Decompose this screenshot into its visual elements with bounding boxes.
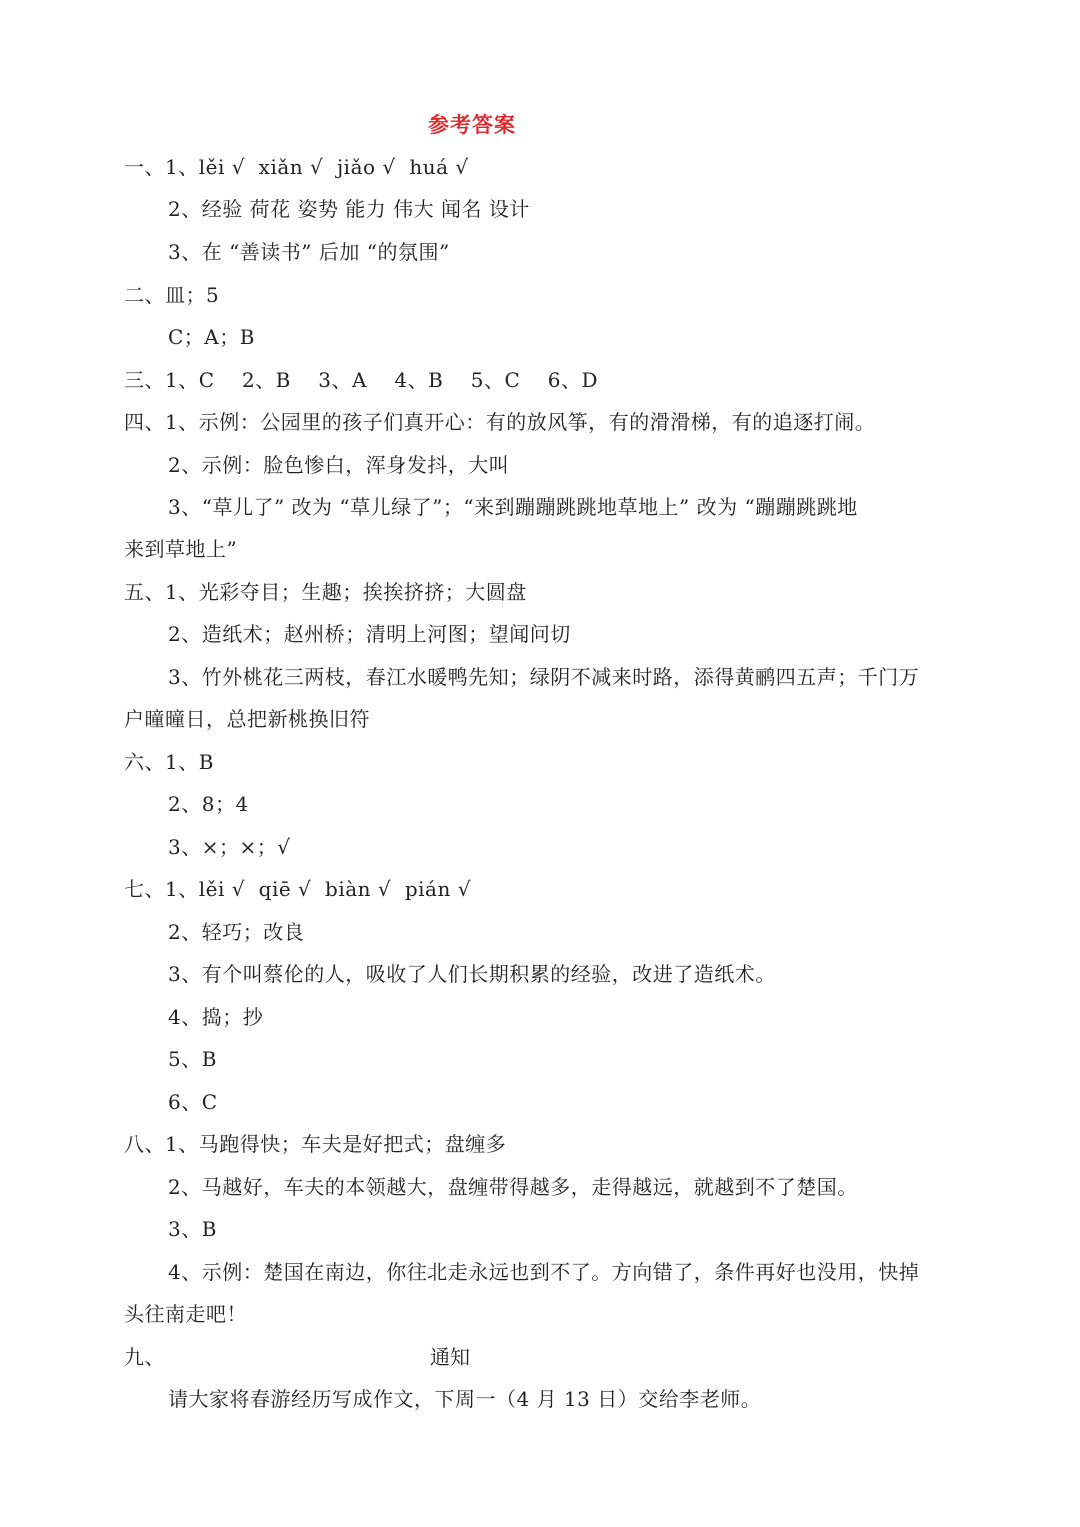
answer-line: 3、竹外桃花三两枝，春江水暖鸭先知；绿阴不减来时路，添得黄鹂四五声；千门万 bbox=[168, 665, 920, 689]
answer-line: 3、有个叫蔡伦的人，吸收了人们长期积累的经验，改进了造纸术。 bbox=[168, 962, 776, 986]
answer-line: 六、1、B bbox=[124, 750, 214, 774]
answer-line: 2、经验 荷花 姿势 能力 伟大 闻名 设计 bbox=[168, 197, 530, 221]
answer-line: 五、1、光彩夺目；生趣；挨挨挤挤；大圆盘 bbox=[124, 580, 527, 604]
answer-line: 3、在 “善读书” 后加 “的氛围” bbox=[168, 240, 450, 264]
answer-line: 2、示例：脸色惨白，浑身发抖，大叫 bbox=[168, 453, 510, 477]
answer-line: 来到草地上” bbox=[124, 537, 238, 561]
answer-line: 九、 bbox=[124, 1345, 165, 1369]
answer-line: 4、示例：楚国在南边，你往北走永远也到不了。方向错了，条件再好也没用，快掉 bbox=[168, 1260, 920, 1284]
answer-line: 5、B bbox=[168, 1047, 217, 1071]
answer-line: 4、捣；抄 bbox=[168, 1005, 264, 1029]
answer-line: 2、轻巧；改良 bbox=[168, 920, 305, 944]
answer-line: 四、1、示例：公园里的孩子们真开心：有的放风筝，有的滑滑梯，有的追逐打闹。 bbox=[124, 410, 876, 434]
answer-line: 2、造纸术；赵州桥；清明上河图；望闻问切 bbox=[168, 622, 571, 646]
answer-line: 三、1、C 2、B 3、A 4、B 5、C 6、D bbox=[124, 368, 598, 392]
answer-line: 七、1、lěi √ qiē √ biàn √ pián √ bbox=[124, 877, 471, 901]
answer-line: 二、皿；5 bbox=[124, 283, 220, 307]
answer-line: 2、8；4 bbox=[168, 792, 249, 816]
answer-line: C；A；B bbox=[168, 325, 255, 349]
answer-line: 6、C bbox=[168, 1090, 218, 1114]
answer-line: 一、1、lěi √ xiǎn √ jiǎo √ huá √ bbox=[124, 155, 469, 179]
answer-line: 3、×；×；√ bbox=[168, 835, 291, 859]
answer-line: 3、“草儿了” 改为 “草儿绿了”；“来到蹦蹦跳跳地草地上” 改为 “蹦蹦跳跳地 bbox=[168, 495, 858, 519]
answer-line: 八、1、马跑得快；车夫是好把式；盘缠多 bbox=[124, 1132, 507, 1156]
answer-key-title: 参考答案 bbox=[428, 112, 516, 137]
answer-line: 请大家将春游经历写成作文，下周一（4 月 13 日）交给李老师。 bbox=[168, 1387, 762, 1411]
answer-line: 2、马越好，车夫的本领越大，盘缠带得越多，走得越远，就越到不了楚国。 bbox=[168, 1175, 858, 1199]
notice-title: 通知 bbox=[430, 1345, 470, 1369]
answer-line: 头往南走吧！ bbox=[124, 1302, 247, 1326]
answer-line: 3、B bbox=[168, 1217, 217, 1241]
answer-line: 户曈曈日，总把新桃换旧符 bbox=[124, 707, 370, 731]
